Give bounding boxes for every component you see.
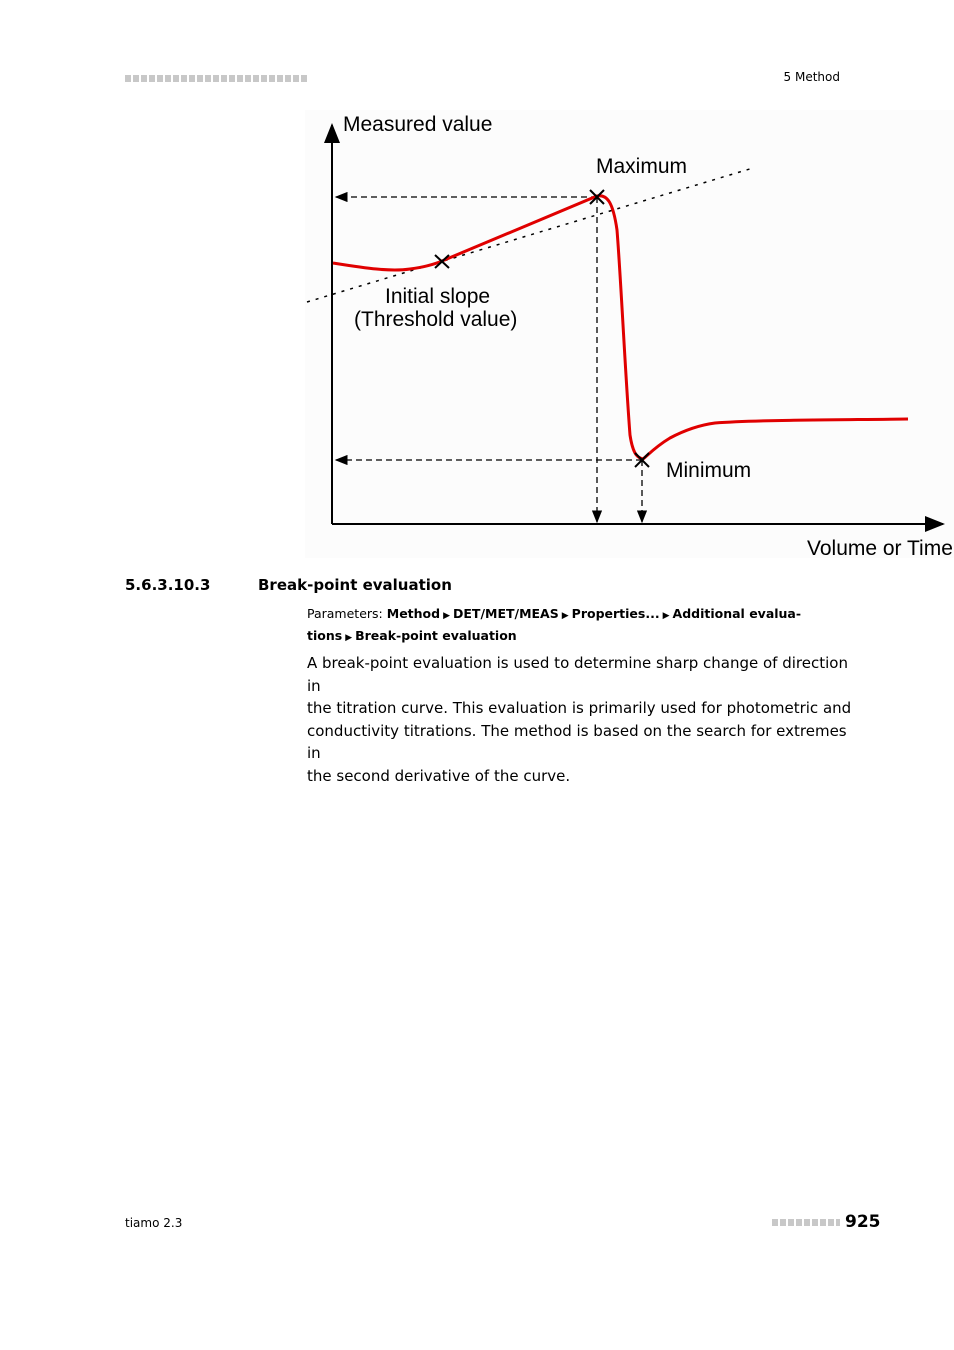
path-properties: Properties... — [571, 606, 660, 621]
parameters-label: Parameters: — [307, 606, 383, 621]
path-additional-evaluations-part2: tions — [307, 628, 343, 643]
x-axis-label: Volume or Time — [807, 537, 953, 558]
body-line: the second derivative of the curve. — [307, 766, 571, 785]
minimum-label: Minimum — [666, 459, 752, 482]
path-arrow-icon: ▶ — [561, 611, 569, 621]
threshold-value-label: (Threshold value) — [354, 308, 518, 331]
header-decoration — [125, 75, 307, 82]
page-number: 925 — [845, 1212, 881, 1232]
path-det-met-meas: DET/MET/MEAS — [453, 606, 559, 621]
initial-slope-label: Initial slope — [385, 285, 491, 308]
body-line: conductivity titrations. The method is based on the search for extremes in — [307, 721, 847, 763]
body-line: the titration curve. This evaluation is primarily used for photometric and — [307, 699, 852, 718]
body-paragraph — [307, 652, 852, 788]
figure-svg — [305, 110, 954, 558]
path-arrow-icon: ▶ — [443, 611, 450, 621]
footer-product: tiamo 2.3 — [125, 1216, 183, 1230]
path-additional-evaluations-part1: Additional evalua- — [672, 606, 802, 621]
path-break-point-evaluation: Break-point evaluation — [355, 628, 517, 643]
body-line: A break-point evaluation is used to determine sharp change of direction in — [307, 654, 848, 695]
header-chapter: 5 Method — [783, 70, 840, 84]
section-number: 5.6.3.10.3 — [125, 576, 211, 594]
section-title: Break-point evaluation — [258, 576, 452, 594]
path-method: Method — [386, 606, 441, 621]
parameters-path — [307, 604, 817, 648]
maximum-label: Maximum — [596, 155, 688, 178]
break-point-figure — [305, 110, 954, 558]
y-axis-label: Measured value — [343, 113, 493, 136]
path-arrow-icon: ▶ — [662, 611, 670, 621]
footer-decoration — [772, 1219, 840, 1226]
path-arrow-icon: ▶ — [345, 633, 353, 643]
